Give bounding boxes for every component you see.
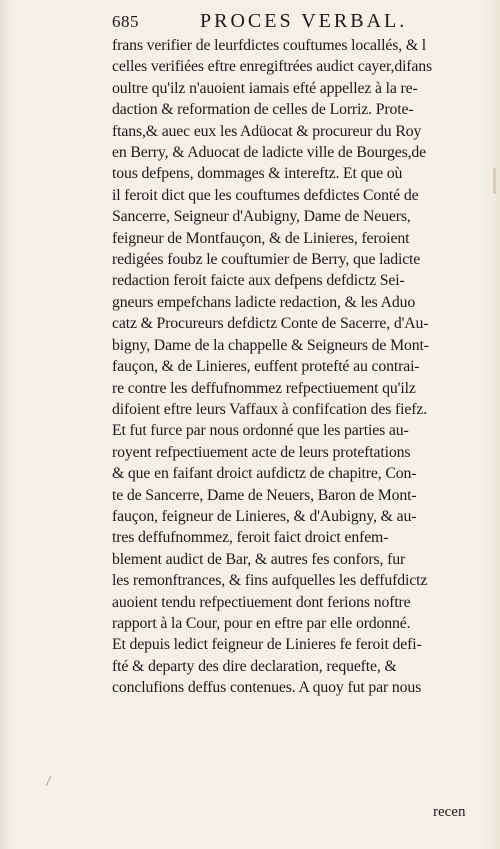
text-line: royent refpectiuement acte de leurs proteftations [112, 443, 411, 461]
page-edge-mark [493, 168, 496, 194]
text-line: te de Sancerre, Dame de Neuers, Baron de Mont- [112, 486, 417, 504]
running-title: PROCES VERBAL. [200, 10, 408, 32]
text-line: re contre les deffufnommez refpectiuement qu'ilz [112, 379, 416, 397]
text-line: Sancerre, Seigneur d'Aubigny, Dame de Neuers, [112, 208, 411, 226]
text-line: redigées foubz le couftumier de Berry, que ladicte [112, 251, 421, 269]
text-line: en Berry, & Aduocat de ladicte ville de Bourges,de [112, 144, 427, 162]
text-line: redaction feroit faicte aux defpens defdictz Sei- [112, 272, 405, 290]
text-line: fauçon, & de Linieres, euffent protefté au contrai- [112, 358, 420, 376]
text-line: auoient tendu refpectiuement dont ferions noftre [112, 593, 411, 611]
text-line: Et fut furce par nous ordonné que les parties au- [112, 422, 409, 440]
text-line: feigneur de Montfauçon, & de Linieres, feroient [112, 229, 410, 247]
margin-mark [46, 776, 62, 786]
text-line: rapport à la Cour, pour en eftre par elle ordonné. [112, 614, 411, 632]
text-line: ftans,& auec eux les Adüocat & procureur du Roy [112, 122, 422, 140]
text-line: catz & Procureurs defdictz Conte de Sacerre, d'Au- [112, 315, 429, 333]
page-number: 685 [112, 12, 139, 31]
text-line: Et depuis ledict feigneur de Linieres fe feroit defi- [112, 636, 422, 654]
text-line: daction & reformation de celles de Lorriz. Prote- [112, 101, 414, 119]
text-line: fauçon, feigneur de Linieres, & d'Aubigny, & au- [112, 507, 417, 525]
text-line: conclufions deffus contenues. A quoy fut par nous [112, 679, 422, 697]
catchword: recen [433, 804, 466, 820]
body-text [112, 35, 500, 699]
text-line: blement audict de Bar, & autres fes confors, fur [112, 550, 406, 568]
text-line: difoient eftre leurs Vaffaux à confifcation des fiefz. [112, 400, 428, 418]
text-line: & que en faifant droict aufdictz de chapitre, Con- [112, 465, 417, 483]
text-line: tres deffufnommez, feroit faict droict enfem- [112, 529, 389, 547]
text-line: il feroit dict que les couftumes defdictes Conté de [112, 186, 419, 204]
text-line: frans verifier de leurfdictes couftumes locallés, & l [112, 37, 427, 54]
text-line: bigny, Dame de la chappelle & Seigneurs de Mont- [112, 336, 429, 354]
text-line: oultre qu'ilz n'auoient iamais efté appellez à la re- [112, 79, 418, 97]
text-line: fté & departy des dire declaration, requefte, & [112, 657, 397, 675]
text-line: tous defpens, dommages & intereftz. Et que où [112, 165, 403, 183]
text-line: celles verifiées eftre enregiftrées audict cayer,difans [112, 58, 433, 76]
page-header [40, 8, 480, 34]
text-line: les remonftrances, & fins aufquelles les deffufdictz [112, 572, 428, 590]
text-line: gneurs empefchans ladicte redaction, & les Aduo [112, 293, 416, 311]
